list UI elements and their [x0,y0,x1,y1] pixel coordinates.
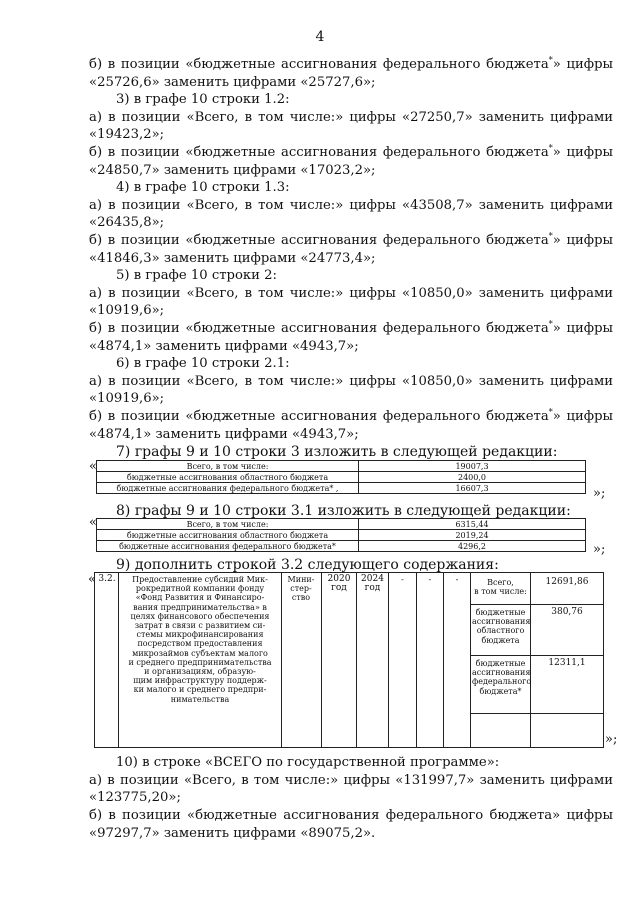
table-border [321,573,322,747]
table-border [530,573,531,747]
line-text: «4874,1» заменить цифрами «4943,7»; [89,338,359,354]
table-border [118,573,119,747]
line-text: а) в позиции «Всего, в том числе:» цифры «10850,0» заменить цифрами [89,285,613,301]
table-row [97,472,586,483]
line-text: 3) в графе 10 строки 1.2: [116,92,290,108]
quote-open: « [89,459,97,474]
line-text: » цифры [552,233,614,248]
line-text: 4) в графе 10 строки 1.3: [116,180,290,196]
line-text: 10) в строке «ВСЕГО по государственной программе»: [116,755,500,770]
text-line [116,180,290,196]
table-border [443,573,444,747]
text-line [89,339,359,355]
dash-cell: - [428,575,432,584]
text-line [89,808,613,824]
funding-label: бюджетные ассигнования федерального бюджета* [472,659,532,696]
item8-heading: 8) графы 9 и 10 строки 3.1 изложить в следующей редакции: [116,503,571,519]
footnote-mark: * [548,407,553,417]
line-text: » цифры [552,409,614,424]
table-border [388,573,389,747]
text-line [89,790,181,806]
dash-cell: - [401,575,404,584]
cell-value: 16607,3 [359,483,586,494]
line-text: б) в позиции «бюджетные ассигнования федерального бюджета [89,57,549,72]
footnote-mark: * [548,55,553,65]
cell-value: 19007,3 [359,461,586,472]
line-text: «10919,6»; [89,391,165,407]
cell-label: Всего, в том числе: [97,461,359,472]
table-border [470,573,471,747]
table-border [94,573,95,747]
footnote-mark: * [548,319,553,329]
text-line [89,826,375,842]
dash-cell: - [455,575,459,584]
executor: Мини- стер- ство [287,575,315,603]
year-start: 2020 год [327,574,351,594]
line-text: » цифры [552,321,614,336]
text-line [89,391,164,407]
text-line [89,198,613,214]
text-line [89,303,164,319]
quote-close: »; [593,486,606,501]
table-border [470,655,603,656]
quote-close: »; [605,732,618,747]
table-row [97,519,586,530]
line-text: б) в позиции «бюджетные ассигнования федерального бюджета [89,145,549,160]
line-text: «26435,8»; [89,215,165,231]
quote-close: »; [593,542,606,557]
measure-description: Предоставление субсидий Мик- рокредитной компании фонду «Фонд Развития и Финансиро- вания предпринимательства» в целях финансового обеспечения затрат в связи с развитием си- стемы микрофинансирования посредством предоставления микрозаймов субъектам малого и среднего предпринимательства и организациям, образую- щим инфраструктуру поддерж- ки малого и среднего предпри- нимательства [128,575,272,704]
item8-table [96,518,586,552]
cell-label: бюджетные ассигнования областного бюджета [97,472,359,483]
line-text: б) в позиции «бюджетные ассигнования федерального бюджета [89,409,549,424]
funding-value: 12691,86 [545,577,589,587]
cell-label: бюджетные ассигнования федерального бюджета* [97,541,359,552]
line-text: «19423,2»; [89,127,165,143]
cell-value: 6315,44 [359,519,586,530]
line-text: б) в позиции «бюджетные ассигнования федерального бюджета [89,321,549,336]
line-text: «25726,6» заменить цифрами «25727,6»; [89,74,376,90]
cell-label: бюджетные ассигнования федерального бюджета* , [97,483,359,494]
text-line [89,773,613,789]
text-line [89,145,613,161]
quote-open: « [89,515,97,530]
cell-value: 2400,0 [359,472,586,483]
table-border [603,573,604,747]
cell-label: бюджетные ассигнования областного бюджета [97,530,359,541]
funding-label: бюджетные ассигнования областного бюджета [472,608,531,645]
table-row [97,461,586,472]
text-line [116,356,290,372]
item9-heading: 9) дополнить строкой 3.2 следующего содержания: [116,557,499,573]
text-line [89,409,613,425]
line-text: а) в позиции «Всего, в том числе:» цифры «131997,7» заменить цифрами [89,772,613,788]
footnote-mark: * [548,231,553,241]
quote-open: « [88,572,96,587]
text-line [89,286,613,302]
line-text: «10919,6»; [89,303,165,319]
line-text: «123775,20»; [89,790,181,806]
text-line [89,427,359,443]
text-line [89,321,613,337]
line-text: «41846,3» заменить цифрами «24773,4»; [89,250,376,266]
text-line [116,268,277,284]
table-row [97,541,586,552]
text-line [89,57,613,73]
funding-value: 380,76 [551,607,583,617]
text-line [116,755,499,771]
line-text: 6) в графе 10 строки 2.1: [116,356,290,372]
item7-heading: 7) графы 9 и 10 строки 3 изложить в следующей редакции: [116,444,558,460]
text-line [89,110,613,126]
text-line [89,215,164,231]
item9-table [94,572,604,748]
row-number: 3.2. [98,574,116,584]
line-text: «4874,1» заменить цифрами «4943,7»; [89,426,359,442]
funding-label: Всего, в том числе: [474,578,527,597]
item7-table [96,460,586,494]
line-text: б) в позиции «бюджетные ассигнования федерального бюджета [89,233,549,248]
text-line [116,92,290,108]
text-line [89,251,375,267]
table-border [281,573,282,747]
line-text: «97297,7» заменить цифрами «89075,2». [89,825,376,841]
line-text: а) в позиции «Всего, в том числе:» цифры «10850,0» заменить цифрами [89,373,613,389]
text-line [89,163,375,179]
line-text: а) в позиции «Всего, в том числе:» цифры «27250,7» заменить цифрами [89,109,613,125]
text-line [89,374,613,390]
table-border [470,713,603,714]
table-border [356,573,357,747]
footnote-mark: * [548,143,553,153]
line-text: 5) в графе 10 строки 2: [116,268,277,284]
line-text: » цифры [552,145,614,160]
table-border [416,573,417,747]
line-text: а) в позиции «Всего, в том числе:» цифры «43508,7» заменить цифрами [89,197,613,213]
text-line [89,75,375,91]
cell-value: 4296,2 [359,541,586,552]
line-text: б) в позиции «бюджетные ассигнования федерального бюджета» цифры [89,808,613,824]
year-end: 2024 год [361,574,384,594]
table-row [97,483,586,494]
text-line [89,127,164,143]
line-text: » цифры [552,57,614,72]
funding-value: 12311,1 [548,658,586,668]
cell-label: Всего, в том числе: [97,519,359,530]
table-border [470,604,603,605]
text-line [89,233,613,249]
cell-value: 2019,24 [359,530,586,541]
table-row [97,530,586,541]
line-text: «24850,7» заменить цифрами «17023,2»; [89,162,376,178]
page-number: 4 [315,29,325,45]
